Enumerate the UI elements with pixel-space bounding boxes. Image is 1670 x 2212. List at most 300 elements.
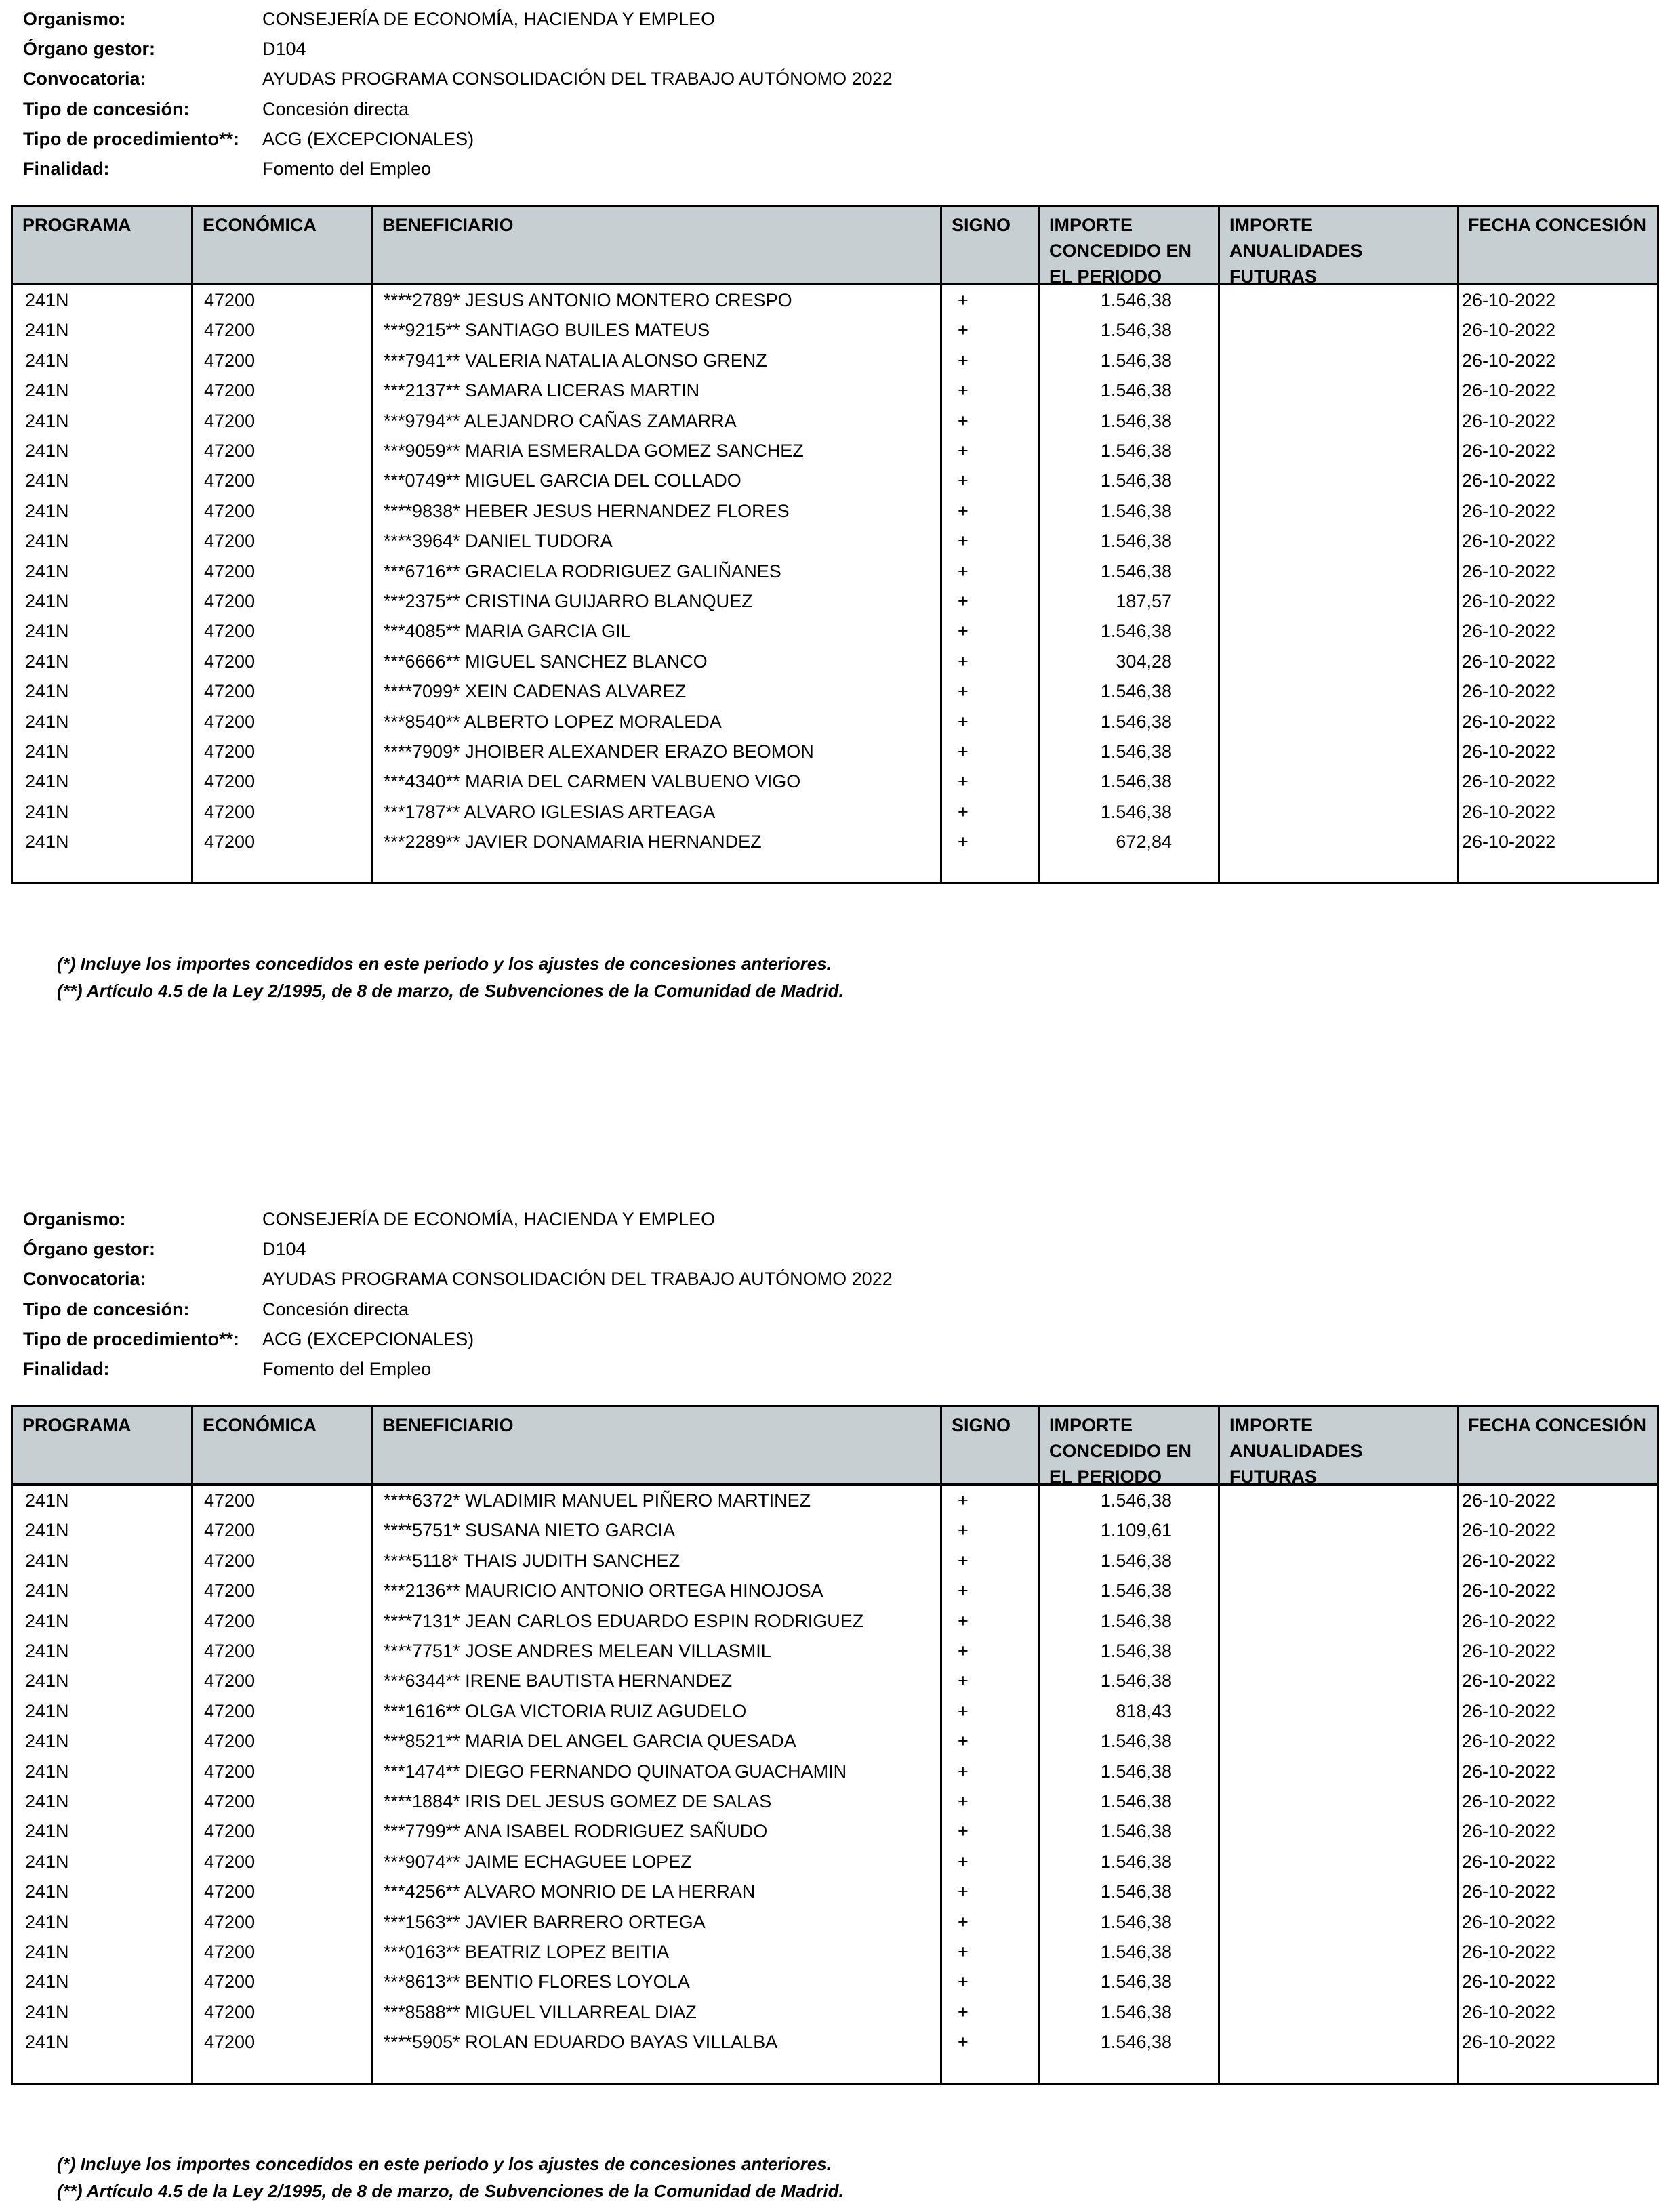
convocatoria-label: Convocatoria: [23, 1269, 146, 1289]
cell-programa: 241N [25, 2001, 69, 2022]
col-programa: PROGRAMA [22, 215, 131, 235]
tipo-procedimiento-label: Tipo de procedimiento**: [23, 1329, 240, 1349]
cell-signo: + [958, 741, 969, 762]
cell-beneficiario: ***9059** MARIA ESMERALDA GOMEZ SANCHEZ [384, 441, 804, 461]
organo-value: D104 [262, 39, 306, 59]
cell-economica: 47200 [204, 1520, 256, 1541]
convocatoria-value: AYUDAS PROGRAMA CONSOLIDACIÓN DEL TRABAJO AUTÓNOMO 2022 [262, 1269, 893, 1289]
cell-signo: + [958, 410, 969, 431]
cell-importe: 1.546,38 [1100, 500, 1172, 521]
cell-economica: 47200 [204, 1490, 256, 1511]
cell-fecha: 26-10-2022 [1462, 1490, 1556, 1511]
cell-fecha: 26-10-2022 [1462, 621, 1556, 642]
table-row [13, 1576, 1657, 1605]
cell-signo: + [958, 560, 969, 581]
cell-beneficiario: ****6372* WLADIMIR MANUEL PIÑERO MARTINEZ [384, 1490, 811, 1511]
cell-fecha: 26-10-2022 [1462, 2032, 1556, 2053]
cell-beneficiario: ****3964* DANIEL TUDORA [384, 531, 613, 552]
cell-beneficiario: ****5751* SUSANA NIETO GARCIA [384, 1520, 676, 1541]
cell-signo: + [958, 651, 969, 672]
cell-programa: 241N [25, 1911, 69, 1932]
organismo-value: CONSEJERÍA DE ECONOMÍA, HACIENDA Y EMPLEO [262, 1209, 716, 1229]
table-row [13, 375, 1657, 405]
cell-programa: 241N [25, 1550, 69, 1571]
cell-fecha: 26-10-2022 [1462, 380, 1556, 401]
table-row [13, 676, 1657, 706]
cell-programa: 241N [25, 1671, 69, 1692]
cell-importe: 1.546,38 [1100, 1731, 1172, 1752]
col-programa: PROGRAMA [22, 1415, 131, 1435]
cell-beneficiario: ****2789* JESUS ANTONIO MONTERO CRESPO [384, 290, 792, 310]
cell-importe: 1.109,61 [1100, 1520, 1172, 1541]
cell-beneficiario: ***6716** GRACIELA RODRIGUEZ GALIÑANES [384, 560, 781, 581]
table-row [13, 1937, 1657, 1967]
finalidad-label: Finalidad: [23, 1359, 110, 1379]
table-row [13, 466, 1657, 495]
cell-importe: 1.546,38 [1100, 1971, 1172, 1992]
table-row [13, 616, 1657, 646]
footnote-1: (*) Incluye los importes concedidos en este periodo y los ajustes de concesiones anteriores. [57, 954, 832, 974]
tipo-procedimiento-value: ACG (EXCEPCIONALES) [262, 129, 474, 149]
cell-importe: 1.546,38 [1100, 380, 1172, 401]
cell-signo: + [958, 2001, 969, 2022]
cell-programa: 241N [25, 1700, 69, 1721]
table-row [13, 406, 1657, 436]
table-row [13, 496, 1657, 526]
cell-beneficiario: ***1787** ALVARO IGLESIAS ARTEAGA [384, 801, 716, 822]
organo-label: Órgano gestor: [23, 1239, 156, 1259]
table-row [13, 346, 1657, 375]
cell-beneficiario: ****7751* JOSE ANDRES MELEAN VILLASMIL [384, 1641, 771, 1661]
cell-programa: 241N [25, 500, 69, 521]
cell-importe: 818,43 [1116, 1700, 1172, 1721]
cell-economica: 47200 [204, 2032, 256, 2053]
cell-economica: 47200 [204, 2001, 256, 2022]
cell-beneficiario: ***7941** VALERIA NATALIA ALONSO GRENZ [384, 350, 767, 371]
tipo-concesion-value: Concesión directa [262, 1299, 409, 1319]
table-header [13, 207, 1657, 285]
cell-economica: 47200 [204, 441, 256, 461]
cell-beneficiario: ***8521** MARIA DEL ANGEL GARCIA QUESADA [384, 1731, 796, 1752]
cell-programa: 241N [25, 801, 69, 822]
cell-economica: 47200 [204, 681, 256, 702]
cell-beneficiario: ***2375** CRISTINA GUIJARRO BLANQUEZ [384, 591, 753, 611]
cell-signo: + [958, 500, 969, 521]
col-beneficiario: BENEFICIARIO [382, 215, 514, 235]
cell-beneficiario: ***7799** ANA ISABEL RODRIGUEZ SAÑUDO [384, 1821, 768, 1842]
cell-economica: 47200 [204, 320, 256, 341]
footnotes [57, 2150, 844, 2205]
cell-importe: 1.546,38 [1100, 290, 1172, 310]
cell-programa: 241N [25, 1731, 69, 1752]
cell-signo: + [958, 1881, 969, 1902]
cell-beneficiario: ***0749** MIGUEL GARCIA DEL COLLADO [384, 470, 741, 491]
cell-fecha: 26-10-2022 [1462, 470, 1556, 491]
table-row [13, 1816, 1657, 1846]
cell-beneficiario: ***9794** ALEJANDRO CAÑAS ZAMARRA [384, 410, 737, 431]
table-row [13, 436, 1657, 466]
table-row [13, 1546, 1657, 1576]
organo-value: D104 [262, 1239, 306, 1259]
col-signo: SIGNO [952, 215, 1011, 235]
cell-fecha: 26-10-2022 [1462, 290, 1556, 310]
cell-signo: + [958, 832, 969, 853]
cell-fecha: 26-10-2022 [1462, 1971, 1556, 1992]
cell-fecha: 26-10-2022 [1462, 410, 1556, 431]
cell-economica: 47200 [204, 801, 256, 822]
cell-fecha: 26-10-2022 [1462, 1700, 1556, 1721]
cell-programa: 241N [25, 591, 69, 611]
cell-fecha: 26-10-2022 [1462, 1791, 1556, 1811]
cell-importe: 1.546,38 [1100, 410, 1172, 431]
cell-beneficiario: ***6344** IRENE BAUTISTA HERNANDEZ [384, 1671, 733, 1692]
cell-economica: 47200 [204, 591, 256, 611]
table-row [13, 737, 1657, 766]
cell-programa: 241N [25, 441, 69, 461]
footnote-1: (*) Incluye los importes concedidos en este periodo y los ajustes de concesiones anteriores. [57, 2154, 832, 2174]
cell-beneficiario: ****7909* JHOIBER ALEXANDER ERAZO BEOMON [384, 741, 814, 762]
cell-economica: 47200 [204, 1731, 256, 1752]
table-header [13, 1407, 1657, 1486]
cell-signo: + [958, 441, 969, 461]
cell-fecha: 26-10-2022 [1462, 1580, 1556, 1601]
cell-beneficiario: ****5118* THAIS JUDITH SANCHEZ [384, 1550, 680, 1571]
table-row [13, 285, 1657, 315]
cell-fecha: 26-10-2022 [1462, 771, 1556, 792]
table-row [13, 1696, 1657, 1726]
cell-signo: + [958, 1610, 969, 1631]
cell-beneficiario: ***2137** SAMARA LICERAS MARTIN [384, 380, 700, 401]
cell-importe: 187,57 [1116, 591, 1172, 611]
cell-importe: 1.546,38 [1100, 681, 1172, 702]
cell-fecha: 26-10-2022 [1462, 441, 1556, 461]
table-row [13, 766, 1657, 796]
cell-importe: 1.546,38 [1100, 350, 1172, 371]
cell-fecha: 26-10-2022 [1462, 1851, 1556, 1872]
footnote-2: (**) Artículo 4.5 de la Ley 2/1995, de 8 de marzo, de Subvenciones de la Comunidad de Madrid. [57, 981, 844, 1001]
cell-economica: 47200 [204, 832, 256, 853]
cell-fecha: 26-10-2022 [1462, 711, 1556, 732]
cell-economica: 47200 [204, 651, 256, 672]
cell-programa: 241N [25, 681, 69, 702]
cell-programa: 241N [25, 350, 69, 371]
cell-importe: 1.546,38 [1100, 470, 1172, 491]
table-row [13, 1967, 1657, 1996]
cell-economica: 47200 [204, 1580, 256, 1601]
cell-beneficiario: ***0163** BEATRIZ LOPEZ BEITIA [384, 1942, 670, 1962]
cell-programa: 241N [25, 470, 69, 491]
col-importe: IMPORTE CONCEDIDO EN EL PERIODO [1049, 1415, 1192, 1487]
cell-fecha: 26-10-2022 [1462, 1942, 1556, 1962]
tipo-concesion-label: Tipo de concesión: [23, 1299, 190, 1319]
cell-economica: 47200 [204, 560, 256, 581]
cell-economica: 47200 [204, 1700, 256, 1721]
cell-economica: 47200 [204, 1761, 256, 1782]
cell-importe: 1.546,38 [1100, 2032, 1172, 2053]
cell-programa: 241N [25, 531, 69, 552]
cell-signo: + [958, 1791, 969, 1811]
cell-economica: 47200 [204, 1671, 256, 1692]
cell-programa: 241N [25, 1821, 69, 1842]
cell-importe: 1.546,38 [1100, 441, 1172, 461]
grants-table [11, 1405, 1659, 2085]
cell-programa: 241N [25, 1761, 69, 1782]
cell-economica: 47200 [204, 500, 256, 521]
cell-programa: 241N [25, 1791, 69, 1811]
table-row [13, 1997, 1657, 2027]
cell-importe: 1.546,38 [1100, 1881, 1172, 1902]
cell-beneficiario: ****5905* ROLAN EDUARDO BAYAS VILLALBA [384, 2032, 778, 2053]
cell-programa: 241N [25, 410, 69, 431]
cell-programa: 241N [25, 380, 69, 401]
table-row [13, 1847, 1657, 1877]
cell-beneficiario: ***1563** JAVIER BARRERO ORTEGA [384, 1911, 706, 1932]
cell-importe: 1.546,38 [1100, 801, 1172, 822]
grants-table [11, 205, 1659, 884]
cell-importe: 1.546,38 [1100, 771, 1172, 792]
cell-fecha: 26-10-2022 [1462, 1520, 1556, 1541]
cell-fecha: 26-10-2022 [1462, 1911, 1556, 1932]
cell-programa: 241N [25, 320, 69, 341]
cell-fecha: 26-10-2022 [1462, 681, 1556, 702]
cell-importe: 672,84 [1116, 832, 1172, 853]
cell-signo: + [958, 531, 969, 552]
table-row [13, 526, 1657, 556]
cell-fecha: 26-10-2022 [1462, 741, 1556, 762]
tipo-procedimiento-value: ACG (EXCEPCIONALES) [262, 1329, 474, 1349]
cell-fecha: 26-10-2022 [1462, 531, 1556, 552]
cell-economica: 47200 [204, 1942, 256, 1962]
cell-economica: 47200 [204, 1911, 256, 1932]
cell-signo: + [958, 290, 969, 310]
col-importe-futuras: IMPORTE ANUALIDADES FUTURAS [1229, 215, 1363, 287]
cell-fecha: 26-10-2022 [1462, 1550, 1556, 1571]
cell-programa: 241N [25, 741, 69, 762]
cell-programa: 241N [25, 1641, 69, 1661]
table-row [13, 556, 1657, 586]
finalidad-label: Finalidad: [23, 159, 110, 179]
cell-economica: 47200 [204, 741, 256, 762]
cell-importe: 1.546,38 [1100, 621, 1172, 642]
cell-importe: 1.546,38 [1100, 1911, 1172, 1932]
cell-programa: 241N [25, 651, 69, 672]
cell-importe: 1.546,38 [1100, 1610, 1172, 1631]
col-economica: ECONÓMICA [203, 215, 317, 235]
cell-signo: + [958, 1942, 969, 1962]
col-economica: ECONÓMICA [203, 1415, 317, 1435]
cell-beneficiario: ***1616** OLGA VICTORIA RUIZ AGUDELO [384, 1700, 747, 1721]
cell-beneficiario: ***2289** JAVIER DONAMARIA HERNANDEZ [384, 832, 762, 853]
cell-programa: 241N [25, 1580, 69, 1601]
cell-programa: 241N [25, 2032, 69, 2053]
cell-importe: 1.546,38 [1100, 1761, 1172, 1782]
cell-fecha: 26-10-2022 [1462, 1671, 1556, 1692]
cell-fecha: 26-10-2022 [1462, 832, 1556, 853]
cell-importe: 1.546,38 [1100, 1641, 1172, 1661]
table-row [13, 1515, 1657, 1545]
cell-programa: 241N [25, 832, 69, 853]
cell-importe: 1.546,38 [1100, 2001, 1172, 2022]
col-importe-futuras: IMPORTE ANUALIDADES FUTURAS [1229, 1415, 1363, 1487]
cell-economica: 47200 [204, 531, 256, 552]
cell-importe: 1.546,38 [1100, 560, 1172, 581]
cell-signo: + [958, 1520, 969, 1541]
cell-importe: 1.546,38 [1100, 741, 1172, 762]
cell-programa: 241N [25, 560, 69, 581]
cell-economica: 47200 [204, 771, 256, 792]
footnotes [57, 950, 844, 1004]
cell-beneficiario: ***8613** BENTIO FLORES LOYOLA [384, 1971, 690, 1992]
cell-signo: + [958, 1821, 969, 1842]
cell-fecha: 26-10-2022 [1462, 320, 1556, 341]
cell-beneficiario: ***1474** DIEGO FERNANDO QUINATOA GUACHAMIN [384, 1761, 847, 1782]
cell-fecha: 26-10-2022 [1462, 350, 1556, 371]
cell-beneficiario: ***2136** MAURICIO ANTONIO ORTEGA HINOJOSA [384, 1580, 823, 1601]
table-row [13, 586, 1657, 616]
table-row [13, 797, 1657, 827]
cell-beneficiario: ***8588** MIGUEL VILLARREAL DIAZ [384, 2001, 697, 2022]
cell-fecha: 26-10-2022 [1462, 651, 1556, 672]
convocatoria-label: Convocatoria: [23, 68, 146, 89]
organismo-value: CONSEJERÍA DE ECONOMÍA, HACIENDA Y EMPLEO [262, 9, 716, 29]
finalidad-value: Fomento del Empleo [262, 159, 432, 179]
cell-signo: + [958, 2032, 969, 2053]
cell-signo: + [958, 470, 969, 491]
cell-beneficiario: ***9215** SANTIAGO BUILES MATEUS [384, 320, 710, 341]
col-signo: SIGNO [952, 1415, 1011, 1435]
cell-economica: 47200 [204, 1550, 256, 1571]
cell-importe: 1.546,38 [1100, 1550, 1172, 1571]
col-fecha: FECHA CONCESIÓN [1468, 215, 1647, 235]
cell-signo: + [958, 681, 969, 702]
cell-beneficiario: ***4340** MARIA DEL CARMEN VALBUENO VIGO [384, 771, 801, 792]
cell-programa: 241N [25, 1520, 69, 1541]
cell-fecha: 26-10-2022 [1462, 560, 1556, 581]
table-row [13, 1907, 1657, 1937]
cell-signo: + [958, 1671, 969, 1692]
cell-fecha: 26-10-2022 [1462, 2001, 1556, 2022]
organo-label: Órgano gestor: [23, 39, 156, 59]
organismo-label: Organismo: [23, 9, 126, 29]
cell-fecha: 26-10-2022 [1462, 1610, 1556, 1631]
cell-signo: + [958, 1761, 969, 1782]
cell-programa: 241N [25, 1851, 69, 1872]
organismo-label: Organismo: [23, 1209, 126, 1229]
cell-beneficiario: ***6666** MIGUEL SANCHEZ BLANCO [384, 651, 708, 672]
table-row [13, 1486, 1657, 1515]
cell-signo: + [958, 350, 969, 371]
cell-signo: + [958, 801, 969, 822]
cell-signo: + [958, 711, 969, 732]
cell-economica: 47200 [204, 711, 256, 732]
cell-fecha: 26-10-2022 [1462, 591, 1556, 611]
table-row [13, 1726, 1657, 1756]
cell-economica: 47200 [204, 290, 256, 310]
col-importe: IMPORTE CONCEDIDO EN EL PERIODO [1049, 215, 1192, 287]
table-row [13, 1877, 1657, 1906]
cell-signo: + [958, 1490, 969, 1511]
cell-beneficiario: ***4085** MARIA GARCIA GIL [384, 621, 631, 642]
col-fecha: FECHA CONCESIÓN [1468, 1415, 1647, 1435]
cell-beneficiario: ****9838* HEBER JESUS HERNANDEZ FLORES [384, 500, 790, 521]
cell-beneficiario: ***9074** JAIME ECHAGUEE LOPEZ [384, 1851, 692, 1872]
cell-signo: + [958, 1851, 969, 1872]
cell-economica: 47200 [204, 380, 256, 401]
cell-signo: + [958, 1971, 969, 1992]
cell-importe: 1.546,38 [1100, 1791, 1172, 1811]
cell-importe: 1.546,38 [1100, 1671, 1172, 1692]
cell-signo: + [958, 591, 969, 611]
cell-signo: + [958, 621, 969, 642]
cell-signo: + [958, 1550, 969, 1571]
cell-beneficiario: ****7131* JEAN CARLOS EDUARDO ESPIN RODRIGUEZ [384, 1610, 864, 1631]
cell-economica: 47200 [204, 1791, 256, 1811]
cell-economica: 47200 [204, 470, 256, 491]
cell-signo: + [958, 771, 969, 792]
cell-fecha: 26-10-2022 [1462, 1731, 1556, 1752]
cell-fecha: 26-10-2022 [1462, 801, 1556, 822]
cell-programa: 241N [25, 1942, 69, 1962]
cell-economica: 47200 [204, 1881, 256, 1902]
cell-fecha: 26-10-2022 [1462, 1821, 1556, 1842]
tipo-concesion-value: Concesión directa [262, 99, 409, 119]
table-row [13, 1636, 1657, 1666]
tipo-concesion-label: Tipo de concesión: [23, 99, 190, 119]
cell-importe: 1.546,38 [1100, 1851, 1172, 1872]
cell-programa: 241N [25, 771, 69, 792]
cell-fecha: 26-10-2022 [1462, 1761, 1556, 1782]
cell-beneficiario: ***4256** ALVARO MONRIO DE LA HERRAN [384, 1881, 756, 1902]
cell-programa: 241N [25, 711, 69, 732]
cell-importe: 1.546,38 [1100, 1821, 1172, 1842]
cell-fecha: 26-10-2022 [1462, 500, 1556, 521]
cell-signo: + [958, 1641, 969, 1661]
cell-economica: 47200 [204, 410, 256, 431]
cell-signo: + [958, 1911, 969, 1932]
col-beneficiario: BENEFICIARIO [382, 1415, 514, 1435]
table-row [13, 1757, 1657, 1786]
table-row [13, 1786, 1657, 1816]
cell-programa: 241N [25, 1610, 69, 1631]
cell-beneficiario: ****7099* XEIN CADENAS ALVAREZ [384, 681, 687, 702]
cell-importe: 1.546,38 [1100, 1580, 1172, 1601]
cell-programa: 241N [25, 1881, 69, 1902]
cell-fecha: 26-10-2022 [1462, 1881, 1556, 1902]
table-row [13, 1606, 1657, 1636]
cell-signo: + [958, 320, 969, 341]
cell-economica: 47200 [204, 621, 256, 642]
cell-programa: 241N [25, 621, 69, 642]
convocatoria-value: AYUDAS PROGRAMA CONSOLIDACIÓN DEL TRABAJO AUTÓNOMO 2022 [262, 68, 893, 89]
table-row [13, 647, 1657, 676]
finalidad-value: Fomento del Empleo [262, 1359, 432, 1379]
cell-importe: 1.546,38 [1100, 1942, 1172, 1962]
cell-signo: + [958, 1731, 969, 1752]
cell-beneficiario: ****1884* IRIS DEL JESUS GOMEZ DE SALAS [384, 1791, 772, 1811]
tipo-procedimiento-label: Tipo de procedimiento**: [23, 129, 240, 149]
cell-economica: 47200 [204, 350, 256, 371]
cell-importe: 304,28 [1116, 651, 1172, 672]
table-row [13, 1666, 1657, 1696]
cell-importe: 1.546,38 [1100, 531, 1172, 552]
cell-economica: 47200 [204, 1641, 256, 1661]
table-row [13, 707, 1657, 737]
table-row [13, 315, 1657, 345]
cell-beneficiario: ***8540** ALBERTO LOPEZ MORALEDA [384, 711, 722, 732]
table-row [13, 827, 1657, 857]
cell-economica: 47200 [204, 1610, 256, 1631]
cell-importe: 1.546,38 [1100, 1490, 1172, 1511]
